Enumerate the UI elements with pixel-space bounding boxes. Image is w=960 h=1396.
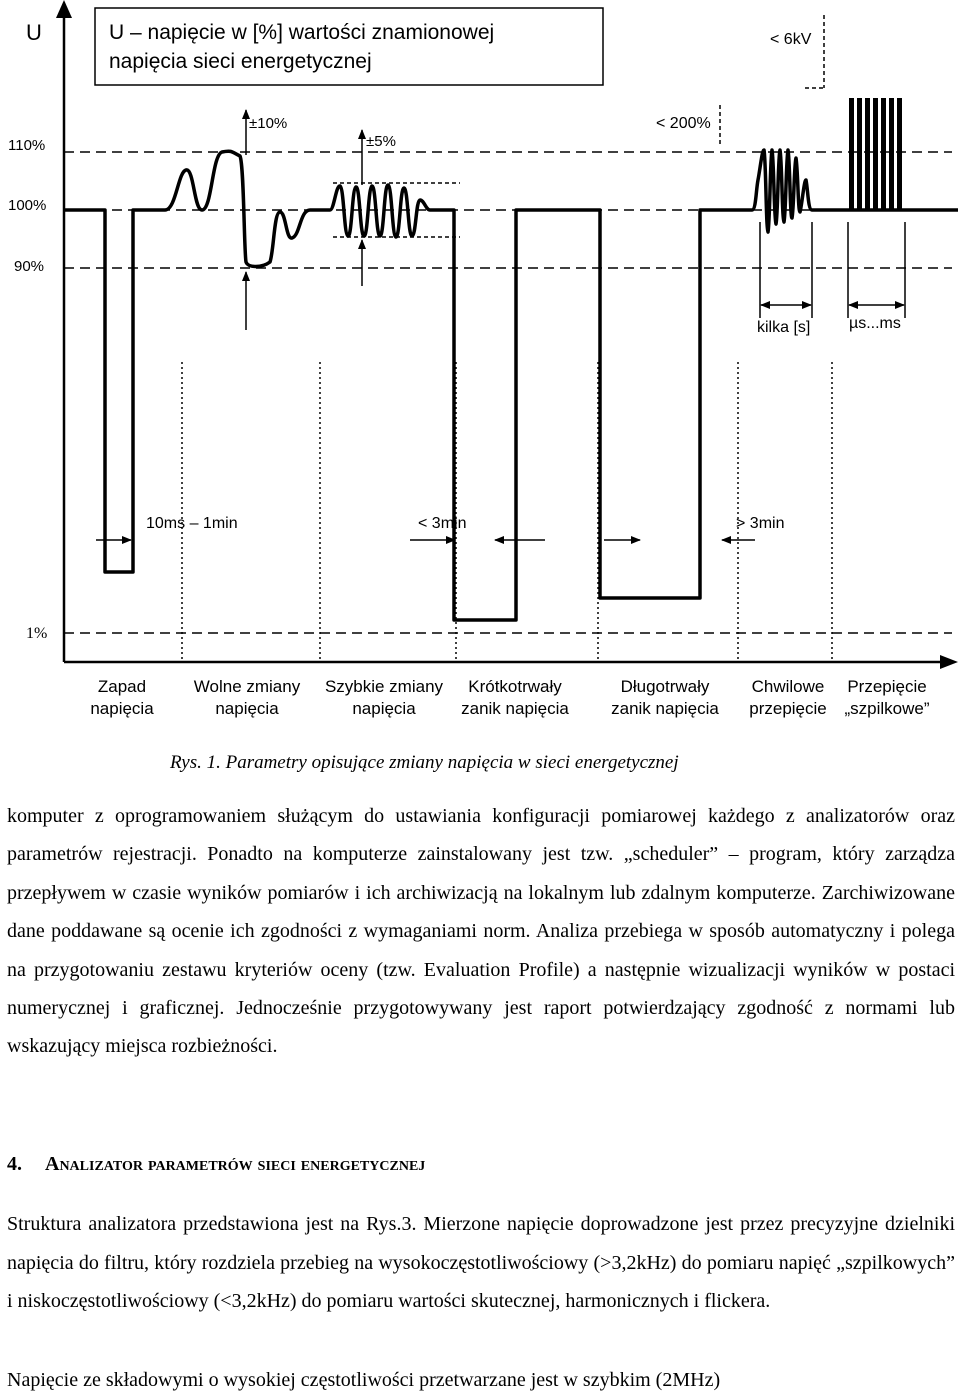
duration-1-label: 10ms – 1min bbox=[146, 515, 238, 532]
y-axis-symbol: U bbox=[26, 20, 42, 45]
level-110-label: 110% bbox=[8, 137, 46, 154]
category-label-line1: Chwilowe bbox=[751, 677, 825, 696]
duration-2-label: < 3min bbox=[418, 515, 467, 532]
kilka-label: kilka [s] bbox=[757, 319, 811, 336]
paragraph-1: komputer z oprogramowaniem służącym do ustawiania konfiguracji pomiarowej każdego z analizatorów oraz parametrów rejestracji. Ponadto na komputerze zainstalowany jest tzw. „scheduler” – program, który zarządza przepływem w czasie wyników pomiarów i ich archiwizacją na lokalnym lub zdalnym komputerze. Zarchiwizowane dane poddawane są ocenie ich zgodności z wymaganiami norm. Analiza przebiega w sposób automatyczny i polega na przygotowaniu zestawu kryteriów oceny (tzw. Evaluation Profile) a następnie wizualizacji wyników w postaci numerycznej i graficznej. Jednocześnie przygotowywany jest raport potwierdzający zgodność z normami lub wskazujący miejsca rozbieżności. bbox=[7, 805, 955, 1058]
tol10-label: ±10% bbox=[249, 115, 288, 132]
y-axis-arrowhead bbox=[56, 0, 72, 18]
level-90-label: 90% bbox=[14, 258, 45, 275]
usms-label: µs...ms bbox=[849, 315, 901, 332]
x-axis-arrowhead bbox=[940, 655, 958, 669]
category-label-line1: Przepięcie bbox=[847, 677, 927, 696]
spike-overvoltage bbox=[849, 98, 902, 210]
legend-line-1: U – napięcie w [%] wartości znamionowej bbox=[109, 21, 495, 44]
section-number: 4. bbox=[7, 1153, 22, 1175]
level-1-label: 1% bbox=[26, 625, 48, 642]
figure-caption: Rys. 1. Parametry opisujące zmiany napięcia w sieci energetycznej bbox=[170, 752, 679, 773]
category-label-line2: napięcia bbox=[215, 699, 279, 718]
duration-3-label: > 3min bbox=[736, 515, 785, 532]
category-label-line2: zanik napięcia bbox=[611, 699, 719, 718]
category-label-line1: Krótkotrwały bbox=[468, 677, 562, 696]
paragraph-2: Struktura analizatora przedstawiona jest na Rys.3. Mierzone napięcie doprowadzone jest przez precyzyjne dzielniki napięcia do filtru, który rozdziela przebieg na wysokoczęstotliwościowy (>3,2kHz) do pomiaru napięć „szpilkowych” i niskoczęstotliwościowy (<3,2kHz) do pomiaru wartości skutecznej, harmonicznych i flickera. bbox=[7, 1213, 955, 1312]
category-label-line2: przepięcie bbox=[749, 699, 827, 718]
category-label-line1: Zapad bbox=[97, 677, 147, 696]
category-label-line1: Szybkie zmiany bbox=[324, 677, 444, 696]
category-label-line2: napięcia bbox=[90, 699, 154, 718]
over6kv-label: < 6kV bbox=[770, 31, 812, 48]
voltage-waveform bbox=[64, 150, 958, 620]
tol5-label: ±5% bbox=[366, 133, 396, 150]
section-title: Analizator parametrów sieci energetycznej bbox=[45, 1153, 426, 1175]
legend-line-2: napięcia sieci energetycznej bbox=[109, 50, 372, 73]
category-label-line1: Długotrwały bbox=[620, 677, 710, 696]
over200-label: < 200% bbox=[656, 115, 711, 132]
section-heading bbox=[7, 1153, 425, 1176]
paragraph-3: Napięcie ze składowymi o wysokiej częstotliwości przetwarzane jest w szybkim (2MHz) bbox=[7, 1369, 721, 1391]
category-label-line2: zanik napięcia bbox=[461, 699, 569, 718]
category-label-line2: „szpilkowe” bbox=[844, 699, 930, 718]
legend-box bbox=[95, 8, 603, 85]
category-label-line1: Wolne zmiany bbox=[193, 677, 301, 696]
category-label-line2: napięcia bbox=[352, 699, 416, 718]
level-100-label: 100% bbox=[8, 197, 47, 214]
